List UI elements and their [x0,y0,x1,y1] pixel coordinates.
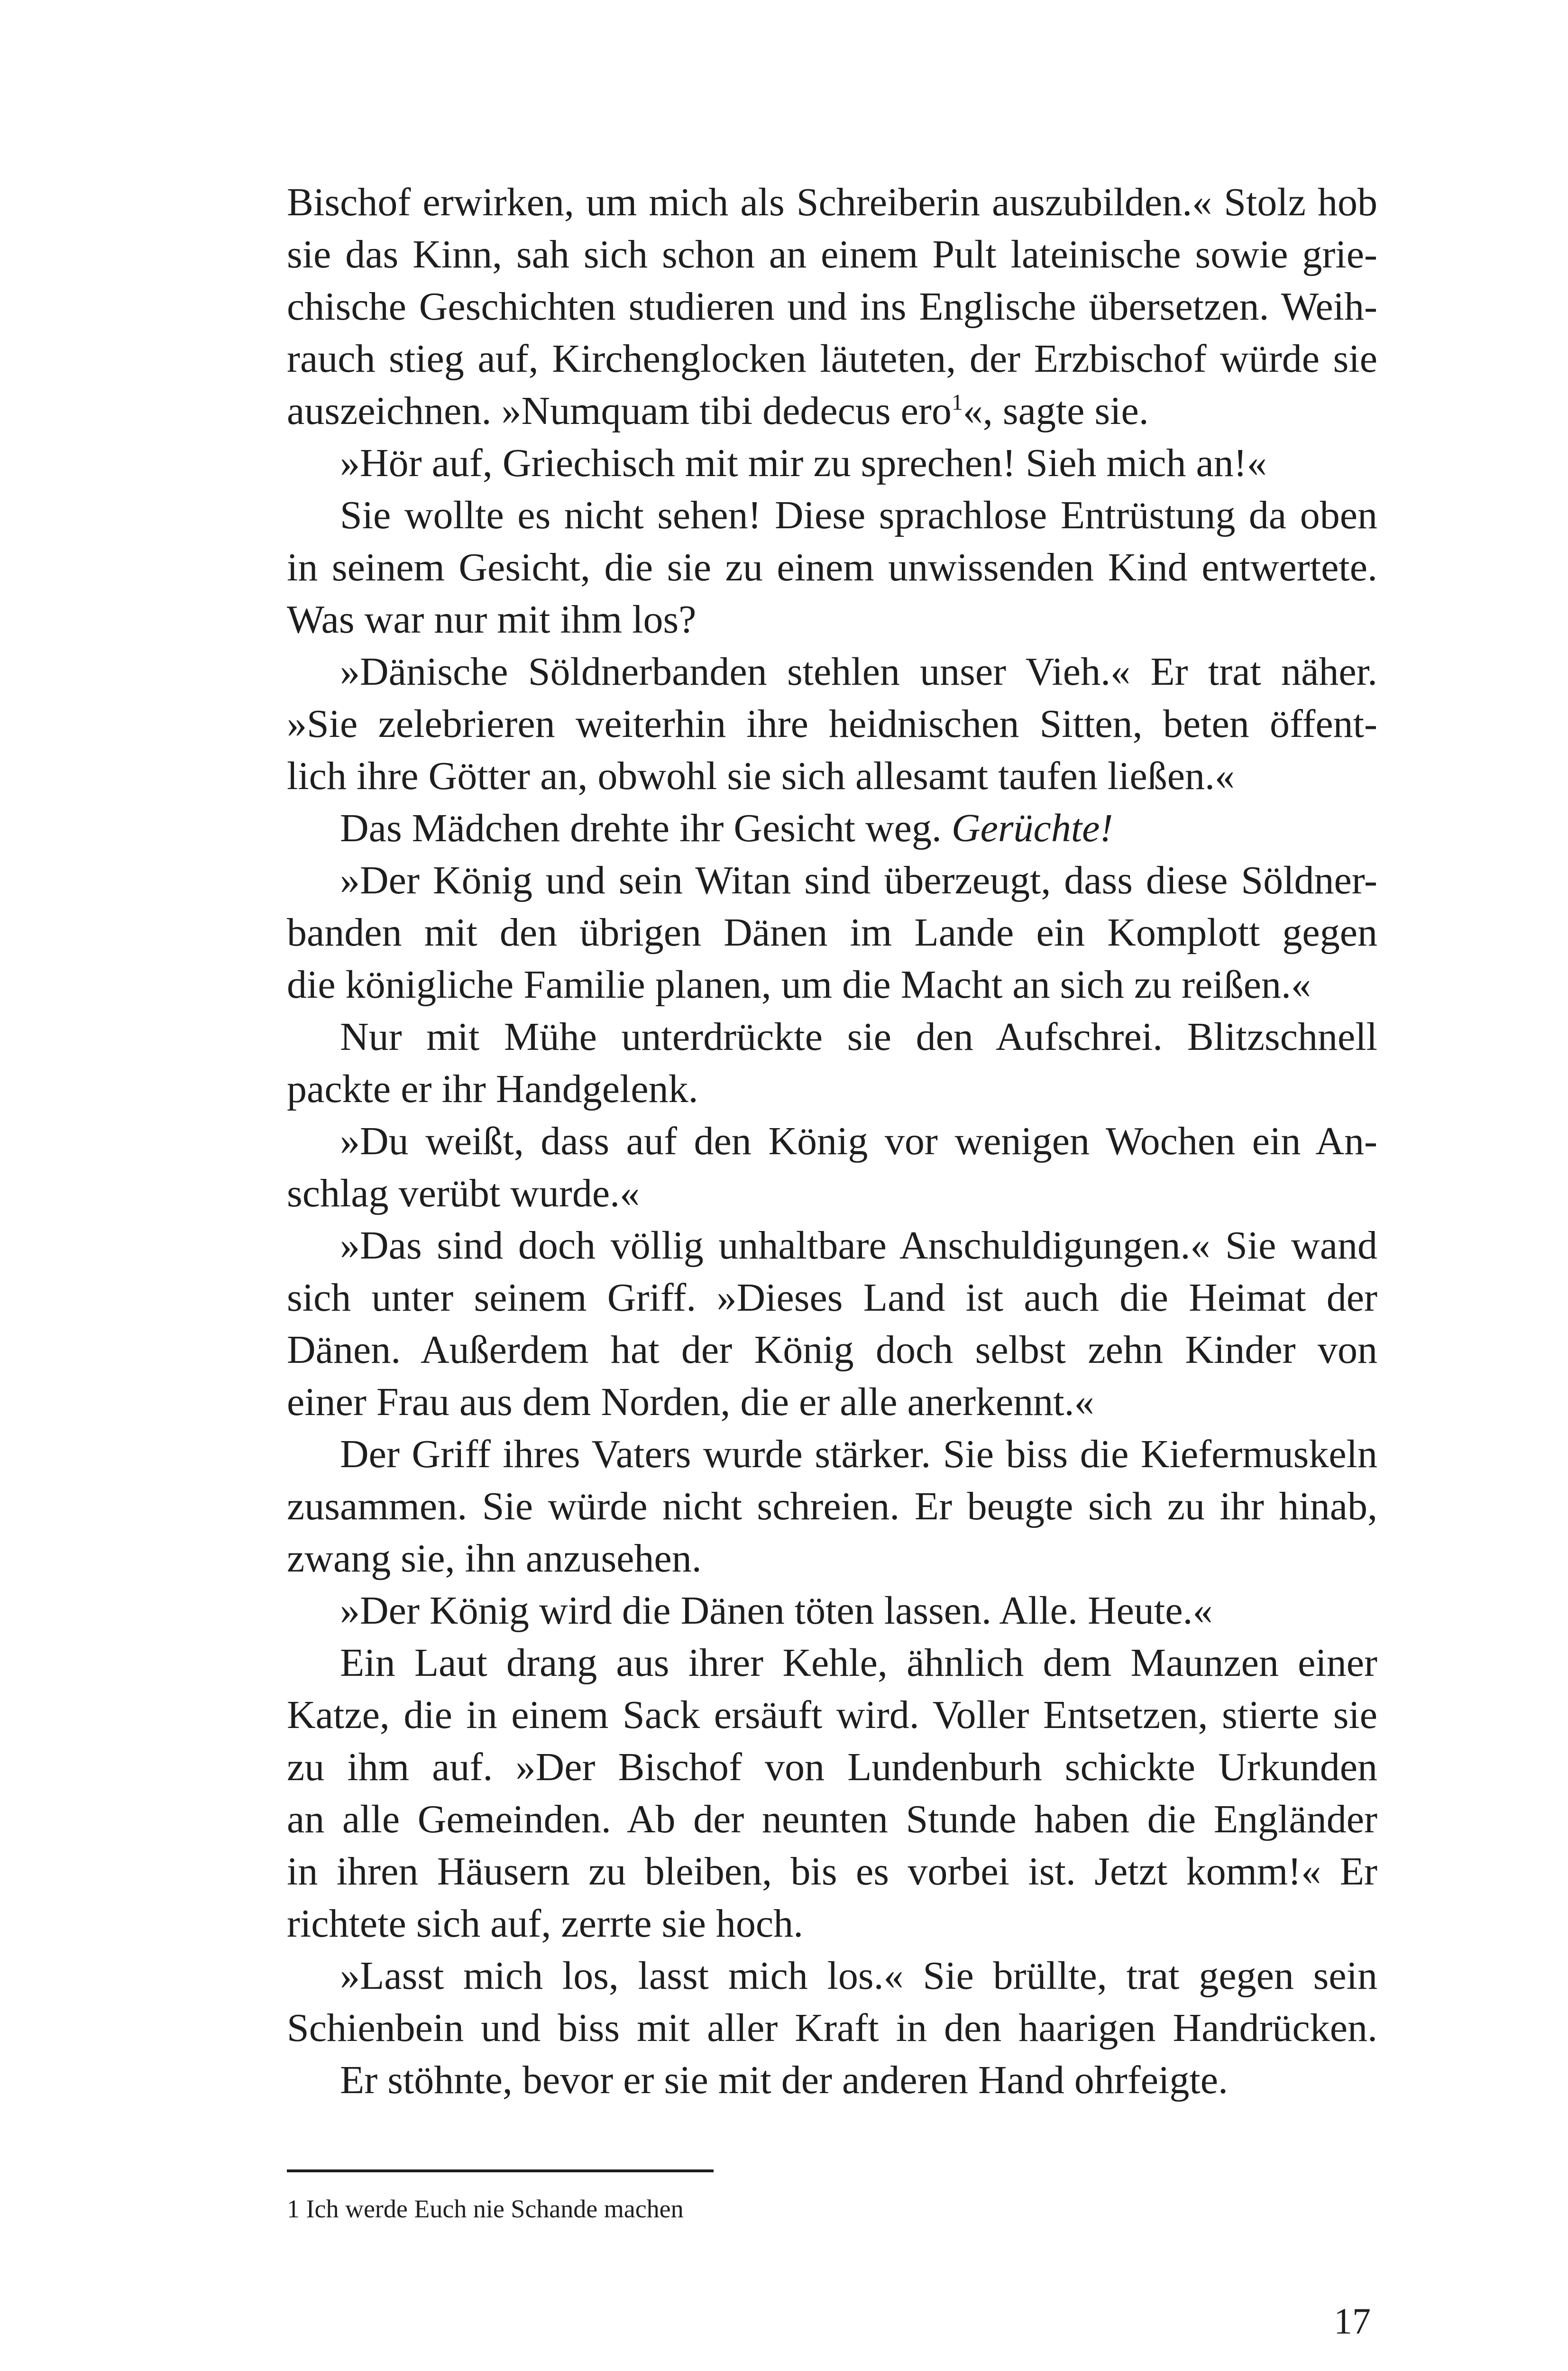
footnote [287,2190,684,2228]
text-segment: Das Mädchen drehte ihr Gesicht weg. [340,806,952,850]
text-line: »Sie zelebrieren weiterhin ihre heidnischen Sitten, beten öffent- [287,702,1377,746]
text-line: »Du weißt, dass auf den König vor wenigen Wochen ein An- [340,1119,1377,1163]
text-line: sich unter seinem Griff. »Dieses Land ist auch die Heimat der [287,1276,1377,1320]
text-line: an alle Gemeinden. Ab der neunten Stunde haben die Engländer [287,1797,1377,1841]
text-line: rauch stieg auf, Kirchenglocken läuteten, der Erzbischof würde sie [287,337,1377,381]
text-line: »Lasst mich los, lasst mich los.« Sie brüllte, trat gegen sein [340,1954,1377,1998]
text-line: Dänen. Außerdem hat der König doch selbst zehn Kinder von [287,1328,1377,1372]
text-line: zusammen. Sie würde nicht schreien. Er beugte sich zu ihr hinab, [287,1484,1377,1528]
text-line [287,802,1377,855]
text-line: Ein Laut drang aus ihrer Kehle, ähnlich dem Maunzen einer [340,1641,1377,1685]
text-segment: «, sagte sie. [963,389,1149,433]
text-line: die königliche Familie planen, um die Macht an sich zu reißen.« [287,963,1311,1007]
text-line: Er stöhnte, bevor er sie mit der anderen Hand ohrfeigte. [340,2058,1228,2102]
body-text [287,176,1377,2106]
text-line: Sie wollte es nicht sehen! Diese sprachlose Entrüstung da oben [340,493,1377,537]
text-line: einer Frau aus dem Norden, die er alle anerkennt.« [287,1380,1094,1424]
footnote-marker: 1 [951,390,963,415]
text-line: lich ihre Götter an, obwohl sie sich allesamt taufen ließen.« [287,754,1235,798]
text-line: »Der König wird die Dänen töten lassen. Alle. Heute.« [340,1589,1213,1633]
text-line: Katze, die in einem Sack ersäuft wird. Voller Entsetzen, stierte sie [287,1693,1377,1737]
italic-text: Gerüchte! [951,806,1113,850]
page-number: 17 [1334,2300,1371,2342]
text-line: Schienbein und biss mit aller Kraft in den haarigen Handrücken. [287,2006,1377,2050]
text-line: sie das Kinn, sah sich schon an einem Pult lateinische sowie grie- [287,232,1377,276]
text-line: »Hör auf, Griechisch mit mir zu sprechen! Sieh mich an!« [340,441,1267,485]
text-line: Der Griff ihres Vaters wurde stärker. Sie biss die Kiefermuskeln [340,1432,1377,1476]
text-line: zu ihm auf. »Der Bischof von Lundenburh schickte Urkunden [287,1745,1377,1789]
text-line: Bischof erwirken, um mich als Schreiberin auszubilden.« Stolz hob [287,180,1377,224]
text-line: banden mit den übrigen Dänen im Lande ein Komplott gegen [287,910,1377,955]
text-line [287,385,1377,437]
text-line: »Das sind doch völlig unhaltbare Anschuldigungen.« Sie wand [340,1223,1377,1268]
text-line: in ihren Häusern zu bleiben, bis es vorbei ist. Jetzt komm!« Er [287,1849,1377,1893]
text-line: zwang sie, ihn anzusehen. [287,1536,702,1581]
footnote-number: 1 [287,2195,300,2223]
text-line: »Der König und sein Witan sind überzeugt, dass diese Söldner- [340,858,1377,902]
text-line: Was war nur mit ihm los? [287,597,697,642]
text-line: Nur mit Mühe unterdrückte sie den Aufschrei. Blitzschnell [340,1015,1377,1059]
text-line: schlag verübt wurde.« [287,1171,640,1215]
text-line: packte er ihr Handgelenk. [287,1067,698,1111]
footnote-divider [287,2169,714,2172]
footnote-text: Ich werde Euch nie Schande machen [306,2195,684,2223]
text-line: »Dänische Söldnerbanden stehlen unser Vieh.« Er trat näher. [340,650,1377,694]
text-segment: auszeichnen. »Numquam tibi dedecus ero [287,389,952,433]
text-line: in seinem Gesicht, die sie zu einem unwissenden Kind entwertete. [287,545,1377,589]
text-line: chische Geschichten studieren und ins Englische übersetzen. Weih- [287,285,1377,329]
text-line: richtete sich auf, zerrte sie hoch. [287,1902,804,1946]
